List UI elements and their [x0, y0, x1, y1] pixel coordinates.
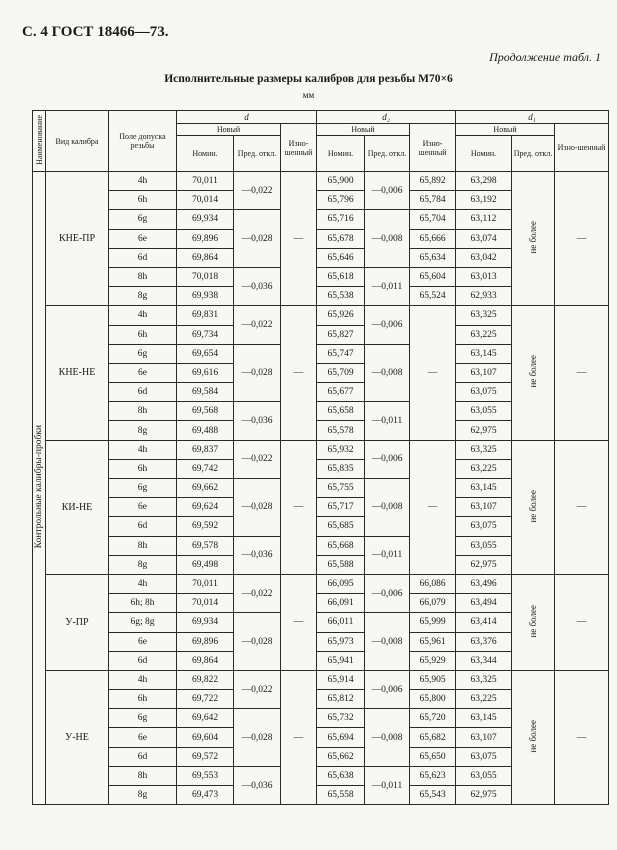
d2-nominal: 65,932 [317, 440, 365, 459]
d2-nominal: 65,747 [317, 344, 365, 363]
d2-worn: 65,800 [410, 690, 456, 709]
col-header-d2-dev: Пред. откл. [365, 136, 410, 172]
tolerance-field: 6g [109, 210, 177, 229]
d1-nominal: 63,325 [456, 306, 512, 325]
d-nominal: 69,896 [177, 632, 234, 651]
d-nominal: 69,473 [177, 786, 234, 805]
d2-nominal: 65,796 [317, 191, 365, 210]
d1-nominal: 63,325 [456, 440, 512, 459]
table-row [33, 574, 609, 593]
d2-nominal: 65,716 [317, 210, 365, 229]
d-nominal: 69,864 [177, 248, 234, 267]
d-nominal: 69,584 [177, 383, 234, 402]
gauge-kind: КНЕ-ПР [46, 172, 109, 306]
tolerance-field: 6g [109, 479, 177, 498]
d2-nominal: 65,812 [317, 690, 365, 709]
d2-nominal: 65,926 [317, 306, 365, 325]
d-deviation: —0,036 [234, 536, 281, 574]
d2-nominal: 65,835 [317, 459, 365, 478]
d1-nominal: 63,055 [456, 402, 512, 421]
d1-deviation [512, 440, 555, 574]
d2-nominal: 65,588 [317, 555, 365, 574]
d1-nominal: 62,933 [456, 287, 512, 306]
d-nominal: 69,831 [177, 306, 234, 325]
d-nominal: 69,662 [177, 479, 234, 498]
d2-deviation: —0,011 [365, 766, 410, 804]
d-worn: — [281, 172, 317, 306]
d1-nominal: 63,225 [456, 690, 512, 709]
tolerance-field: 4h [109, 574, 177, 593]
d2-deviation: —0,011 [365, 402, 410, 440]
d2-worn: 65,634 [410, 248, 456, 267]
table-row [33, 306, 609, 325]
d2-nominal: 65,755 [317, 479, 365, 498]
d-nominal: 69,837 [177, 440, 234, 459]
col-header-name: Наименование [33, 111, 46, 172]
d2-worn: 65,666 [410, 229, 456, 248]
d2-nominal: 65,638 [317, 766, 365, 785]
tolerance-field: 6h [109, 325, 177, 344]
d2-deviation: —0,008 [365, 210, 410, 268]
d2-nominal: 65,677 [317, 383, 365, 402]
d-nominal: 69,722 [177, 690, 234, 709]
tolerance-field: 6d [109, 248, 177, 267]
d2-nominal: 65,668 [317, 536, 365, 555]
tolerance-field: 4h [109, 440, 177, 459]
d2-nominal: 66,091 [317, 594, 365, 613]
d1-nominal: 63,494 [456, 594, 512, 613]
category-label [33, 172, 46, 805]
d2-deviation: —0,008 [365, 479, 410, 537]
tolerance-field: 6d [109, 517, 177, 536]
d1-nominal: 63,496 [456, 574, 512, 593]
d-nominal: 69,578 [177, 536, 234, 555]
d2-worn: — [410, 306, 456, 440]
col-header-d1-nom: Номин. [456, 136, 512, 172]
tolerance-field: 6h; 8h [109, 594, 177, 613]
gauge-kind: У-НЕ [46, 670, 109, 804]
d1-nominal: 63,145 [456, 479, 512, 498]
col-header-d-dev: Пред. откл. [234, 136, 281, 172]
d-worn: — [281, 670, 317, 804]
d1-nominal: 63,225 [456, 459, 512, 478]
page-header: С. 4 ГОСТ 18466—73. [22, 24, 169, 40]
d2-deviation: —0,006 [365, 574, 410, 612]
d-nominal: 69,604 [177, 728, 234, 747]
d-deviation: —0,036 [234, 267, 281, 305]
col-header-d1: d₁ [456, 111, 609, 124]
d-nominal: 69,896 [177, 229, 234, 248]
d1-worn: — [555, 440, 609, 574]
tolerance-field: 4h [109, 670, 177, 689]
d2-nominal: 65,646 [317, 248, 365, 267]
col-header-d2-nom: Номин. [317, 136, 365, 172]
d2-worn: 66,079 [410, 594, 456, 613]
table-row [33, 440, 609, 459]
units-label: мм [302, 90, 315, 100]
tolerance-field: 6e [109, 229, 177, 248]
d-nominal: 70,018 [177, 267, 234, 286]
d1-nominal: 63,074 [456, 229, 512, 248]
tolerance-field: 8h [109, 536, 177, 555]
tolerance-field: 6g [109, 709, 177, 728]
d-deviation: —0,028 [234, 210, 281, 268]
d2-worn: 65,543 [410, 786, 456, 805]
d-nominal: 70,014 [177, 594, 234, 613]
tolerance-field: 6d [109, 651, 177, 670]
d2-nominal: 65,732 [317, 709, 365, 728]
d-deviation: —0,022 [234, 440, 281, 478]
tolerance-field: 8g [109, 786, 177, 805]
d2-worn: 65,929 [410, 651, 456, 670]
d2-deviation: —0,006 [365, 670, 410, 708]
col-header-d1-dev: Пред. откл. [512, 136, 555, 172]
d1-deviation [512, 574, 555, 670]
d2-deviation: —0,008 [365, 613, 410, 671]
d-nominal: 69,568 [177, 402, 234, 421]
d1-nominal: 63,192 [456, 191, 512, 210]
d1-nominal: 62,975 [456, 786, 512, 805]
d1-nominal: 62,975 [456, 421, 512, 440]
d2-worn: 66,086 [410, 574, 456, 593]
d-deviation: —0,022 [234, 172, 281, 210]
col-header-kind: Вид калибра [46, 111, 109, 172]
d1-worn: — [555, 670, 609, 804]
d-nominal: 69,488 [177, 421, 234, 440]
d2-nominal: 65,558 [317, 786, 365, 805]
d2-worn: 65,623 [410, 766, 456, 785]
d-nominal: 70,011 [177, 574, 234, 593]
d1-nominal: 63,112 [456, 210, 512, 229]
d1-nominal: 63,414 [456, 613, 512, 632]
tolerance-field: 6e [109, 363, 177, 382]
d2-nominal: 66,011 [317, 613, 365, 632]
d1-nominal: 63,075 [456, 747, 512, 766]
tolerance-field: 6e [109, 632, 177, 651]
col-header-d2-worn: Изно-шенный [410, 124, 456, 172]
d2-worn: 65,784 [410, 191, 456, 210]
col-header-d2: d₂ [317, 111, 456, 124]
gauge-dimensions-table [32, 110, 609, 805]
d-worn: — [281, 574, 317, 670]
d1-nominal: 62,975 [456, 555, 512, 574]
d2-nominal: 65,914 [317, 670, 365, 689]
table-row [33, 172, 609, 191]
d1-deviation [512, 670, 555, 804]
d2-worn: 65,720 [410, 709, 456, 728]
d2-deviation: —0,011 [365, 267, 410, 305]
d2-worn: 65,905 [410, 670, 456, 689]
tolerance-field: 6h [109, 459, 177, 478]
d1-nominal: 63,055 [456, 766, 512, 785]
tolerance-field: 6h [109, 191, 177, 210]
d2-deviation: —0,006 [365, 306, 410, 344]
d-nominal: 69,734 [177, 325, 234, 344]
d2-nominal: 65,662 [317, 747, 365, 766]
d-deviation: —0,028 [234, 613, 281, 671]
col-header-d-nom: Номин. [177, 136, 234, 172]
tolerance-field: 8h [109, 267, 177, 286]
tolerance-field: 6d [109, 383, 177, 402]
category-label-text: Контрольные калибры-пробки [34, 424, 44, 549]
d-nominal: 69,822 [177, 670, 234, 689]
col-header-d: d [177, 111, 317, 124]
d1-worn: — [555, 172, 609, 306]
d2-worn: 65,524 [410, 287, 456, 306]
tolerance-field: 8g [109, 287, 177, 306]
d2-nominal: 65,618 [317, 267, 365, 286]
d2-worn: 65,682 [410, 728, 456, 747]
d2-nominal: 65,941 [317, 651, 365, 670]
d2-worn: 65,999 [410, 613, 456, 632]
d1-nominal: 63,107 [456, 498, 512, 517]
gauge-kind: КНЕ-НЕ [46, 306, 109, 440]
d-nominal: 69,572 [177, 747, 234, 766]
d2-deviation: —0,006 [365, 440, 410, 478]
d1-nominal: 63,325 [456, 670, 512, 689]
d-nominal: 69,498 [177, 555, 234, 574]
d1-nominal: 63,145 [456, 709, 512, 728]
col-header-d2-new: Новый [317, 124, 410, 136]
d2-nominal: 65,658 [317, 402, 365, 421]
d2-nominal: 65,694 [317, 728, 365, 747]
d-deviation: —0,036 [234, 766, 281, 804]
d2-nominal: 65,709 [317, 363, 365, 382]
d1-deviation-text: не более [528, 719, 539, 753]
tolerance-field: 4h [109, 172, 177, 191]
d1-deviation-text: не более [528, 604, 539, 638]
d-nominal: 69,934 [177, 210, 234, 229]
tolerance-field: 8h [109, 402, 177, 421]
d2-nominal: 65,717 [317, 498, 365, 517]
d1-deviation-text: не более [528, 355, 539, 388]
d1-deviation-text: не более [528, 489, 539, 523]
col-header-d1-new: Новый [456, 124, 555, 136]
d1-nominal: 63,376 [456, 632, 512, 651]
d-worn: — [281, 440, 317, 574]
d-nominal: 69,864 [177, 651, 234, 670]
tolerance-field: 8g [109, 421, 177, 440]
d-deviation: —0,022 [234, 574, 281, 612]
d-nominal: 69,742 [177, 459, 234, 478]
d2-nominal: 65,678 [317, 229, 365, 248]
tolerance-field: 6h [109, 690, 177, 709]
d1-nominal: 63,013 [456, 267, 512, 286]
d2-worn: — [410, 440, 456, 574]
d-nominal: 69,642 [177, 709, 234, 728]
d1-nominal: 63,107 [456, 728, 512, 747]
tolerance-field: 6g; 8g [109, 613, 177, 632]
d-nominal: 69,616 [177, 363, 234, 382]
col-header-d1-worn: Изно-шенный [555, 124, 609, 172]
d1-nominal: 63,075 [456, 383, 512, 402]
d-nominal: 69,624 [177, 498, 234, 517]
d-nominal: 70,011 [177, 172, 234, 191]
col-header-d-new: Новый [177, 124, 281, 136]
d2-deviation: —0,006 [365, 172, 410, 210]
d2-worn: 65,604 [410, 267, 456, 286]
d-nominal: 69,592 [177, 517, 234, 536]
col-header-d-worn: Изно-шенный [281, 124, 317, 172]
d-deviation: —0,028 [234, 479, 281, 537]
col-header-field: Поле допуска резьбы [109, 111, 177, 172]
tolerance-field: 6e [109, 728, 177, 747]
d2-deviation: —0,011 [365, 536, 410, 574]
d2-nominal: 65,973 [317, 632, 365, 651]
gauge-kind: У-ПР [46, 574, 109, 670]
d-deviation: —0,022 [234, 306, 281, 344]
table-continuation: Продолжение табл. 1 [489, 50, 601, 64]
d1-nominal: 63,298 [456, 172, 512, 191]
d2-nominal: 66,095 [317, 574, 365, 593]
d2-nominal: 65,538 [317, 287, 365, 306]
d-worn: — [281, 306, 317, 440]
d-deviation: —0,022 [234, 670, 281, 708]
d2-worn: 65,704 [410, 210, 456, 229]
d-deviation: —0,028 [234, 709, 281, 767]
d1-nominal: 63,145 [456, 344, 512, 363]
d1-nominal: 63,107 [456, 363, 512, 382]
tolerance-field: 8h [109, 766, 177, 785]
d2-nominal: 65,900 [317, 172, 365, 191]
table-row [33, 670, 609, 689]
d2-worn: 65,650 [410, 747, 456, 766]
tolerance-field: 6e [109, 498, 177, 517]
tolerance-field: 6g [109, 344, 177, 363]
d1-nominal: 63,055 [456, 536, 512, 555]
tolerance-field: 4h [109, 306, 177, 325]
d1-nominal: 63,075 [456, 517, 512, 536]
d1-worn: — [555, 306, 609, 440]
d1-deviation-text: не более [528, 220, 539, 254]
d-deviation: —0,036 [234, 402, 281, 440]
d-nominal: 70,014 [177, 191, 234, 210]
d2-nominal: 65,685 [317, 517, 365, 536]
d-nominal: 69,553 [177, 766, 234, 785]
d-nominal: 69,654 [177, 344, 234, 363]
tolerance-field: 6d [109, 747, 177, 766]
tolerance-field: 8g [109, 555, 177, 574]
d2-deviation: —0,008 [365, 344, 410, 402]
table-title: Исполнительные размеры калибров для резьбы М70×6 [164, 73, 453, 85]
d-nominal: 69,938 [177, 287, 234, 306]
d2-worn: 65,892 [410, 172, 456, 191]
d-nominal: 69,934 [177, 613, 234, 632]
d1-worn: — [555, 574, 609, 670]
d2-nominal: 65,578 [317, 421, 365, 440]
d2-deviation: —0,008 [365, 709, 410, 767]
d1-deviation [512, 172, 555, 306]
d1-nominal: 63,225 [456, 325, 512, 344]
d1-nominal: 63,042 [456, 248, 512, 267]
d2-worn: 65,961 [410, 632, 456, 651]
gauge-kind: КИ-НЕ [46, 440, 109, 574]
d-deviation: —0,028 [234, 344, 281, 402]
d2-nominal: 65,827 [317, 325, 365, 344]
d1-nominal: 63,344 [456, 651, 512, 670]
d1-deviation [512, 306, 555, 440]
